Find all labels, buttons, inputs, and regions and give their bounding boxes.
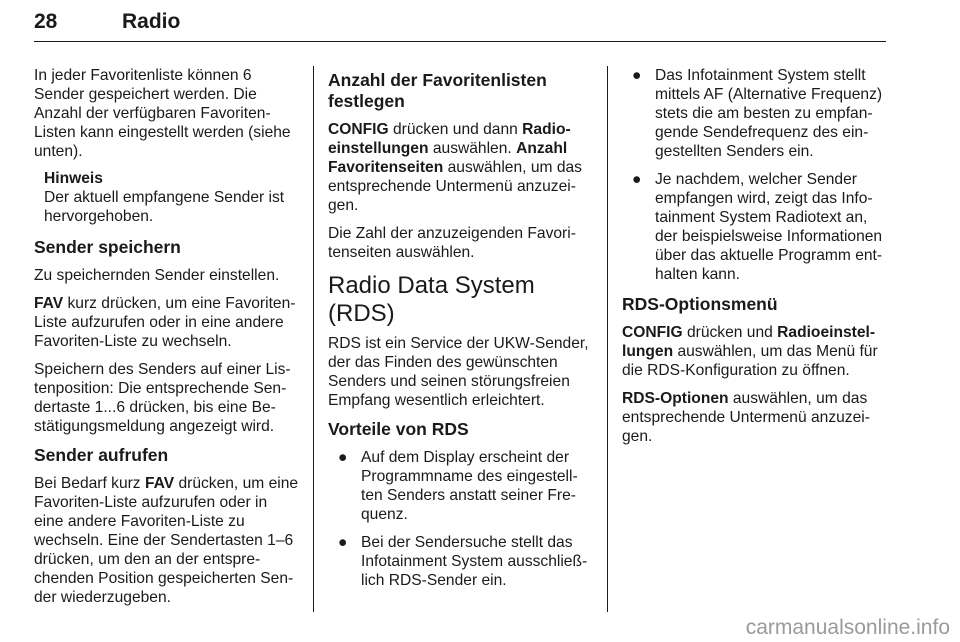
heading-store-station: Sender speichern xyxy=(34,237,181,257)
heading-recall-station: Sender aufrufen xyxy=(34,445,169,465)
list-item: ● Je nachdem, welcher Sender empfangen wird, zeigt das Info-tainment System Radiotext an, der beispielsweise Informationen über das aktuelle Programm ent-halten kann. xyxy=(632,171,883,283)
bullet-icon: ● xyxy=(632,171,642,188)
chapter-title: Radio xyxy=(122,10,181,33)
heading-rds-advantages: Vorteile von RDS xyxy=(328,419,469,439)
bullet-icon: ● xyxy=(338,449,348,466)
store-paragraph-1: Zu speichernden Sender einstellen. xyxy=(34,267,280,284)
watermark: carmanualsonline.info xyxy=(745,616,950,639)
fav-key-label: FAV xyxy=(144,475,175,492)
page-header xyxy=(34,8,886,42)
store-paragraph-2: FAV kurz drücken, um eine Favoriten-Liste aufzurufen oder in eine andere Favoriten-Liste zu wechseln. xyxy=(34,295,296,350)
note-title: Hinweis xyxy=(44,170,103,187)
rds-advantages-list-continued xyxy=(622,66,888,284)
menu-paragraph-1: CONFIG drücken und Radioeinstel-lungen auswählen, um das Menü für die RDS-Konfiguration zu öffnen. xyxy=(622,324,878,379)
intro-paragraph: In jeder Favoritenliste können 6 Sender gespeichert werden. Die Anzahl der verfügbaren Favoriten-Listen kann eingestellt werden (siehe unten). xyxy=(34,67,291,160)
heading-rds: Radio Data System (RDS) xyxy=(328,272,535,327)
column-3 xyxy=(622,66,888,455)
heading-rds-options-menu: RDS-Optionsmenü xyxy=(622,294,778,314)
fav-key-label: FAV xyxy=(34,295,64,312)
note-box xyxy=(34,169,299,226)
heading-favourite-count: Anzahl der Favoritenlisten festlegen xyxy=(328,70,547,111)
column-2 xyxy=(328,66,596,599)
menu-paragraph-2: RDS-Optionen auswählen, um das entsprechende Untermenü anzuzei-gen. xyxy=(622,390,870,445)
rds-advantages-list xyxy=(328,448,596,590)
column-divider-1 xyxy=(313,66,314,612)
store-paragraph-3: Speichern des Senders auf einer Lis-tenposition: Die entsprechende Sen-dertaste 1...6 drücken, bis eine Be-stätigungsmeldung angezeigt wird. xyxy=(34,361,291,435)
header-rule xyxy=(34,41,886,42)
note-text: Der aktuell empfangene Sender ist hervorgehoben. xyxy=(44,189,285,225)
bullet-icon: ● xyxy=(338,534,348,551)
column-1 xyxy=(34,66,299,616)
list-item: ● Das Infotainment System stellt mittels AF (Alternative Frequenz) stets die am besten zu empfan-gende Sendefrequenz des ein-gestellten Senders ein. xyxy=(632,67,883,160)
column-divider-2 xyxy=(607,66,608,612)
page-number: 28 xyxy=(34,10,58,33)
count-paragraph-2: Die Zahl der anzuzeigenden Favori-tenseiten auswählen. xyxy=(328,225,576,261)
count-paragraph-1: CONFIG drücken und dann Radio-einstellungen auswählen. Anzahl Favoritenseiten auswählen, um das entsprechende Untermenü anzuzei-gen. xyxy=(328,121,582,214)
list-item: ● Auf dem Display erscheint der Programmname des eingestell-ten Senders anstatt seiner Fre-quenz. xyxy=(338,449,578,523)
recall-paragraph: Bei Bedarf kurz FAV drücken, um eine Favoriten-Liste aufzurufen oder in eine andere Favoriten-Liste zu wechseln. Eine der Sendertasten 1–6 drücken, um den an der entspre-chenden Position gespeicherten Sen-der wiederzugeben. xyxy=(34,475,299,606)
list-item: ● Bei der Sendersuche stellt das Infotainment System ausschließ-lich RDS-Sender ein. xyxy=(338,534,588,589)
rds-paragraph: RDS ist ein Service der UKW-Sender, der das Finden des gewünschten Senders und seinen störungsfreien Empfang wesentlich erleichtert. xyxy=(328,335,589,409)
bullet-icon: ● xyxy=(632,67,642,84)
